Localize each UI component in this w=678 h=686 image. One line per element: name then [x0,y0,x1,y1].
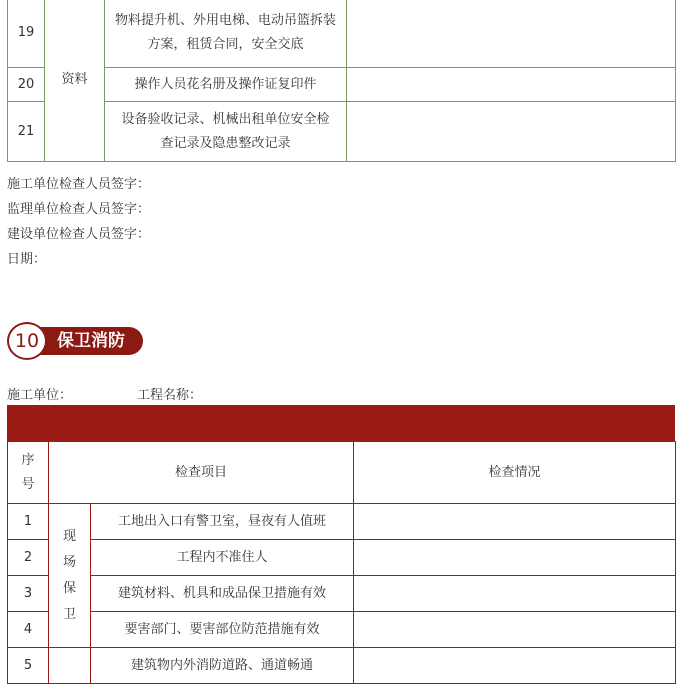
check-item: 操作人员花名册及操作证复印件 [105,68,347,102]
check-status-cell[interactable] [354,540,676,576]
inspection-table-materials [7,0,676,162]
supervisor-signature-label: 监理单位检查人员签字： [7,202,151,217]
check-status-cell[interactable] [347,68,676,102]
check-item: 工地出入口有警卫室，昼夜有人值班 [91,504,354,540]
table-row [8,612,676,648]
row-number: 3 [8,576,49,612]
table-row [8,540,676,576]
project-name-label: 工程名称： [137,388,203,403]
check-status-cell[interactable] [354,612,676,648]
header-number: 序号 [8,442,49,504]
table-row [8,102,676,162]
row-number: 1 [8,504,49,540]
row-number: 19 [8,0,45,68]
check-status-cell[interactable] [347,0,676,68]
section-title: 保卫消防 [33,327,143,355]
table-row [8,648,676,684]
owner-signature-label: 建设单位检查人员签字： [7,227,151,242]
row-number: 21 [8,102,45,162]
row-number: 20 [8,68,45,102]
check-status-cell[interactable] [347,102,676,162]
construction-unit-label: 施工单位： [7,388,73,403]
check-item: 建筑材料、机具和成品保卫措施有效 [91,576,354,612]
section-header [7,322,147,360]
check-status-cell[interactable] [354,504,676,540]
category-cell: 资料 [45,0,105,162]
check-item: 工程内不准住人 [91,540,354,576]
check-item: 设备验收记录、机械出租单位安全检查记录及隐患整改记录 [105,102,347,162]
row-number: 2 [8,540,49,576]
table-row [8,504,676,540]
check-item: 物料提升机、外用电梯、电动吊篮拆装方案，租赁合同，安全交底 [105,0,347,68]
row-number: 4 [8,612,49,648]
inspection-table-security [7,441,676,684]
category-cell-next [49,648,91,684]
date-label: 日期： [7,252,47,267]
table-row [8,0,676,68]
contractor-signature-label: 施工单位检查人员签字： [7,177,151,192]
table-title-bar [7,405,675,441]
check-item: 建筑物内外消防道路、通道畅通 [91,648,354,684]
section-number-badge: 10 [7,322,47,360]
table-row [8,576,676,612]
check-status-cell[interactable] [354,576,676,612]
check-status-cell[interactable] [354,648,676,684]
check-item: 要害部门、要害部位防范措施有效 [91,612,354,648]
category-cell: 现场保卫 [49,504,91,648]
header-check-item: 检查项目 [49,442,354,504]
table-header-row [8,442,676,504]
row-number: 5 [8,648,49,684]
table-row [8,68,676,102]
header-check-status: 检查情况 [354,442,676,504]
